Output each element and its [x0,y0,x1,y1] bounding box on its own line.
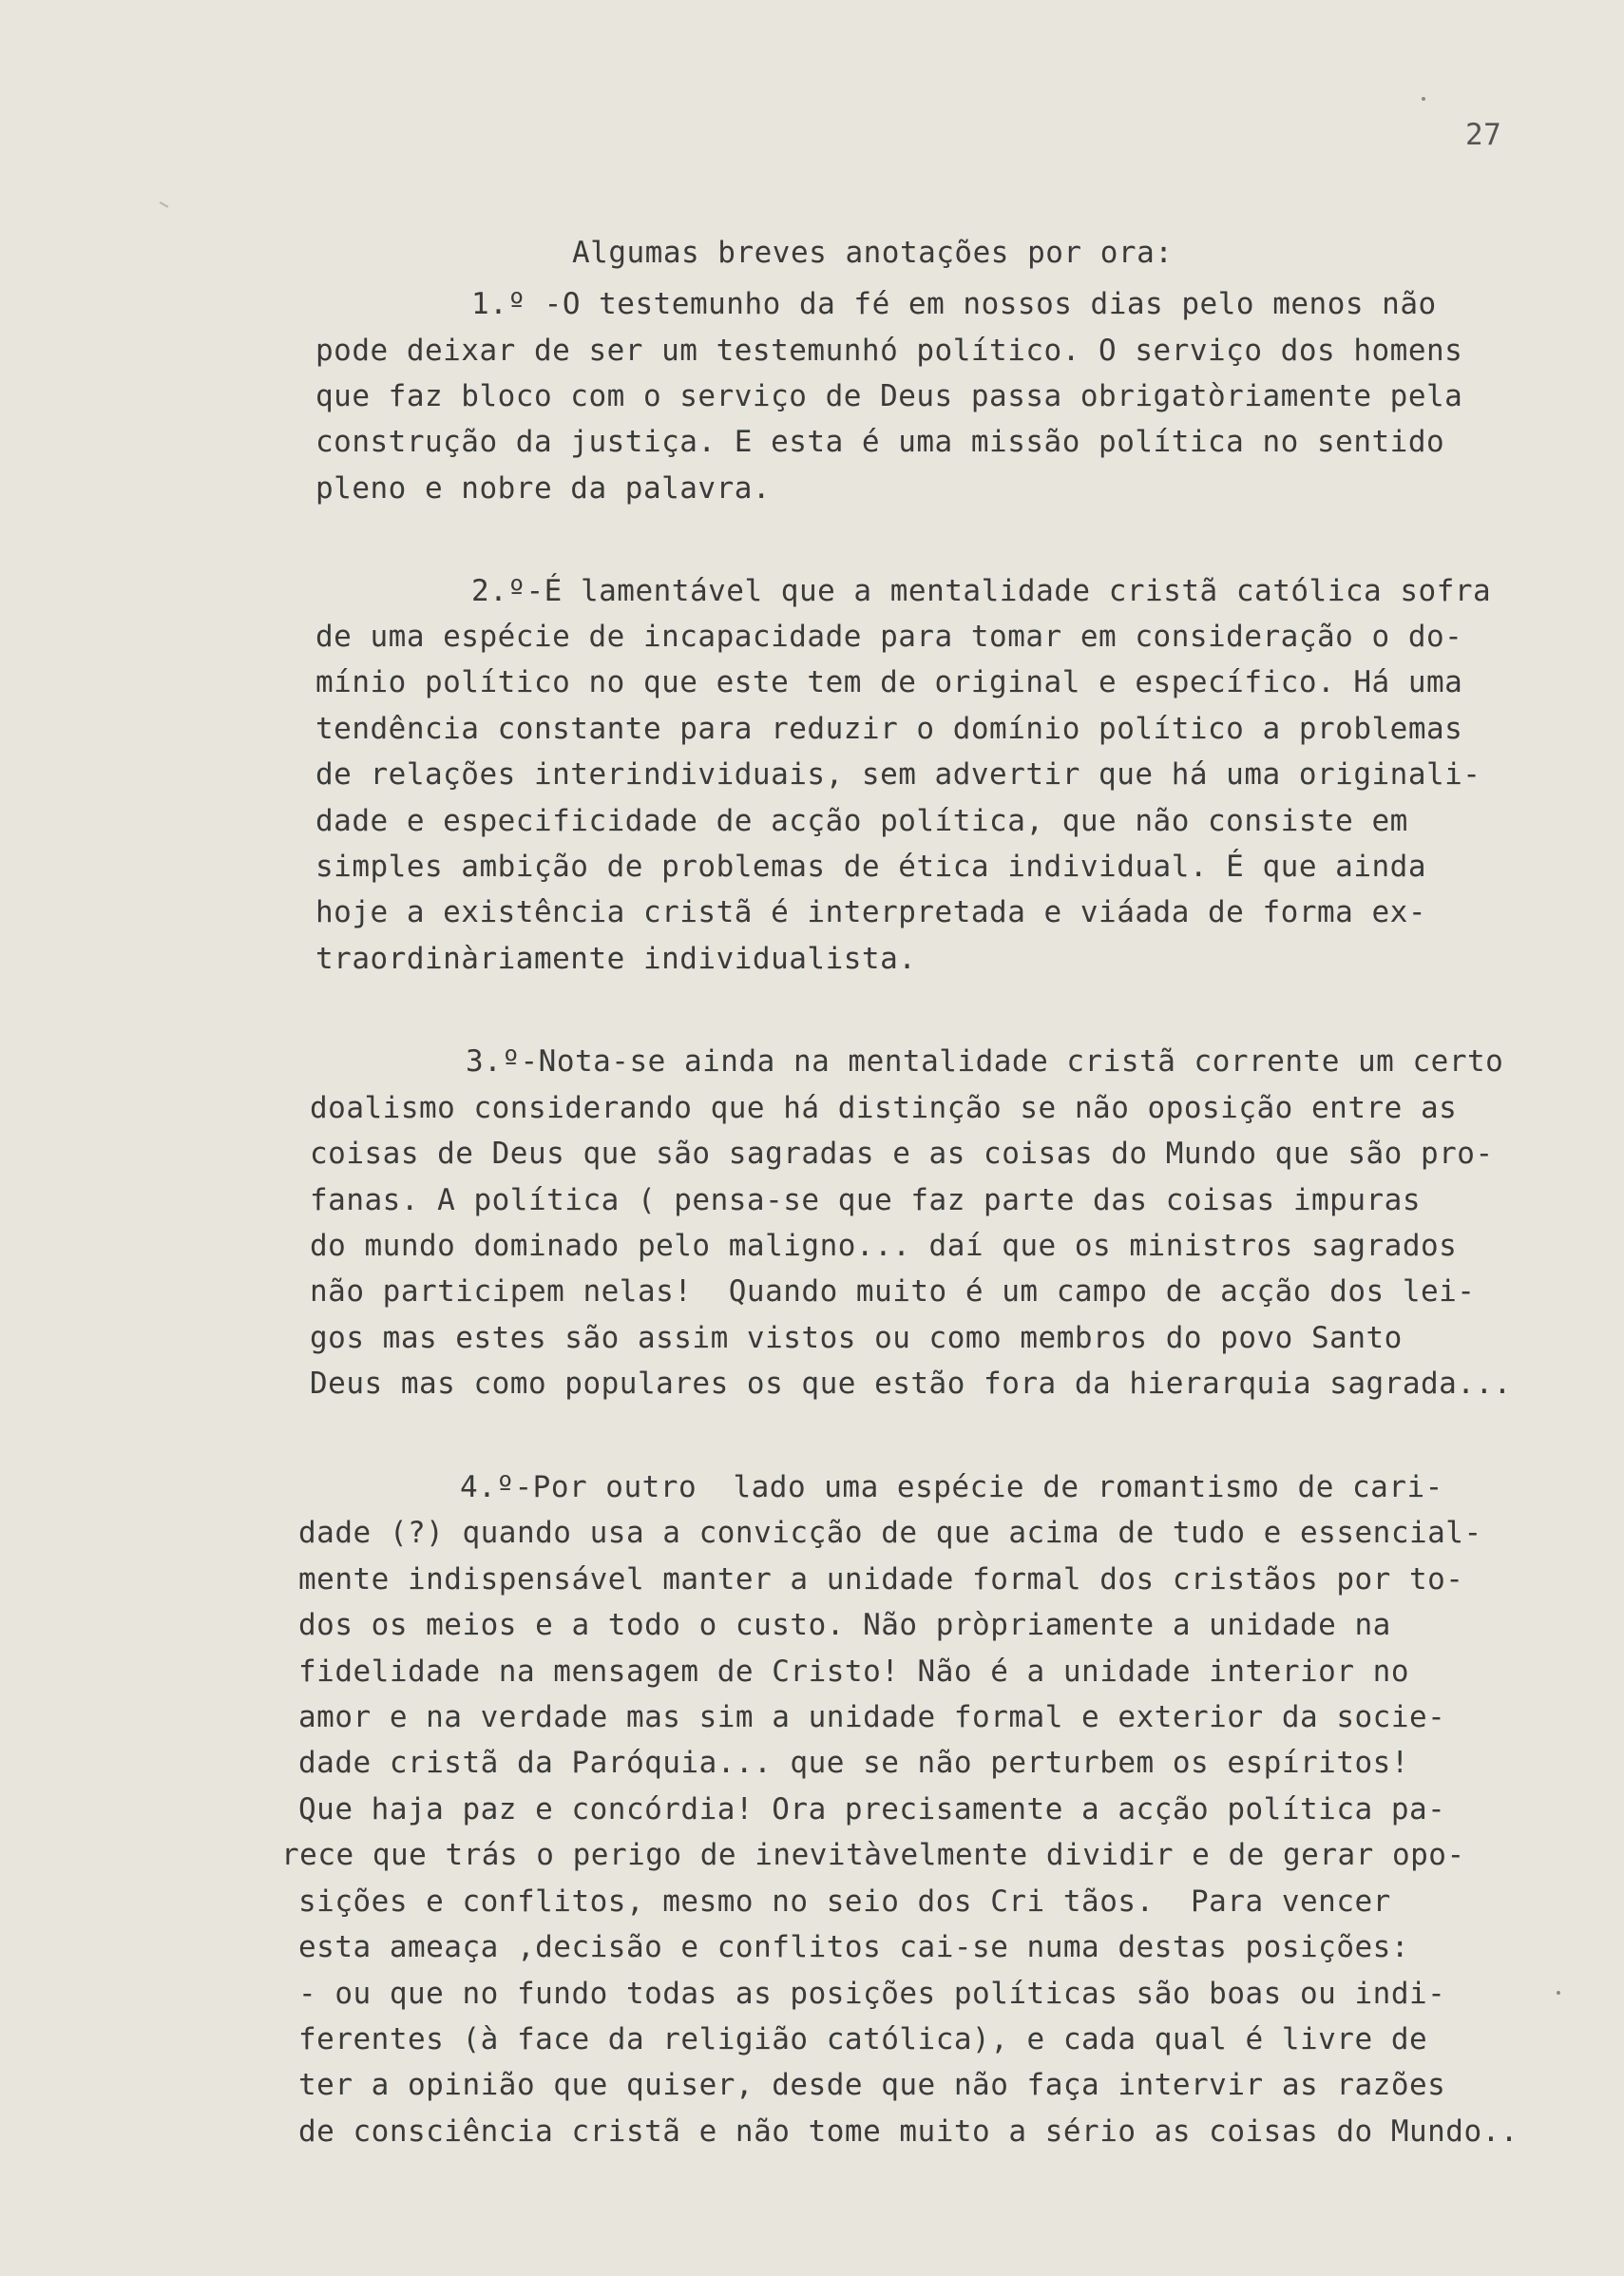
text-line: de uma espécie de incapacidade para tomar em consideração o do- [315,620,1463,654]
page-number: 27 [1465,118,1502,152]
text-line: sições e conflitos, mesmo no seio dos Cri tãos. Para vencer [298,1884,1391,1919]
paper-speck [1422,97,1425,101]
text-line: mente indispensável manter a unidade formal dos cristãos por to- [298,1562,1464,1597]
text-line: coisas de Deus que são sagradas e as coisas do Mundo que são pro- [310,1137,1494,1171]
text-line: dade (?) quando usa a convicção de que acima de tudo e essencial- [298,1516,1482,1550]
text-line: construção da justiça. E esta é uma missão política no sentido [315,425,1445,459]
text-line: que faz bloco com o serviço de Deus passa obrigatòriamente pela [315,379,1463,413]
text-line: 3.º-Nota-se ainda na mentalidade cristã corrente um certo [466,1044,1504,1079]
text-line: tendência constante para reduzir o domínio político a problemas [315,712,1463,746]
text-line: pode deixar de ser um testemunhó político. O serviço dos homens [315,334,1463,368]
text-line: fanas. A política ( pensa-se que faz parte das coisas impuras [310,1183,1421,1217]
text-line: traordinàriamente individualista. [315,942,917,976]
paper-speck [1557,1991,1560,1995]
text-line: ferentes (à face da religião católica), e cada qual é livre de [298,2022,1428,2056]
section-heading: Algumas breves anotações por ora: [572,236,1174,270]
text-line: Que haja paz e concórdia! Ora precisamente a acção política pa- [298,1792,1446,1827]
text-line: amor e na verdade mas sim a unidade formal e exterior da socie- [298,1700,1446,1734]
text-line: 4.º-Por outro lado uma espécie de romantismo de cari- [460,1470,1443,1504]
text-line: hoje a existência cristã é interpretada e viáada de forma ex- [315,895,1426,929]
text-line: Deus mas como populares os que estão fora da hierarquia sagrada... [310,1367,1512,1401]
text-line: rece que trás o perigo de inevitàvelmente dividir e de gerar opo- [281,1838,1465,1872]
text-line: 1.º -O testemunho da fé em nossos dias pelo menos não [471,287,1437,321]
text-line: dade cristã da Paróquia... que se não perturbem os espíritos! [298,1746,1409,1780]
text-line: 2.º-É lamentável que a mentalidade cristã católica sofra [471,574,1492,608]
paper-blemish [157,201,169,213]
text-line: mínio político no que este tem de original e específico. Há uma [315,665,1463,699]
text-line: doalismo considerando que há distinção se não oposição entre as [310,1091,1458,1125]
text-line: esta ameaça ,decisão e conflitos cai-se numa destas posições: [298,1930,1409,1964]
text-line: simples ambição de problemas de ética individual. É que ainda [315,850,1426,884]
text-line: dade e especificidade de acção política, que não consiste em [315,804,1408,838]
text-line: pleno e nobre da palavra. [315,471,772,506]
text-line: gos mas estes são assim vistos ou como membros do povo Santo [310,1321,1403,1355]
text-line: de relações interindividuais, sem advertir que há uma originali- [315,757,1481,792]
text-line: não participem nelas! Quando muito é um campo de acção dos lei- [310,1274,1476,1309]
text-line: dos os meios e a todo o custo. Não pròpriamente a unidade na [298,1608,1391,1642]
text-line: fidelidade na mensagem de Cristo! Não é a unidade interior no [298,1654,1409,1689]
text-line: de consciência cristã e não tome muito a sério as coisas do Mundo.. [298,2114,1519,2149]
text-line: do mundo dominado pelo maligno... daí que os ministros sagrados [310,1229,1458,1263]
text-line: ter a opinião que quiser, desde que não faça intervir as razões [298,2068,1446,2102]
text-line: - ou que no fundo todas as posições políticas são boas ou indi- [298,1977,1446,2011]
